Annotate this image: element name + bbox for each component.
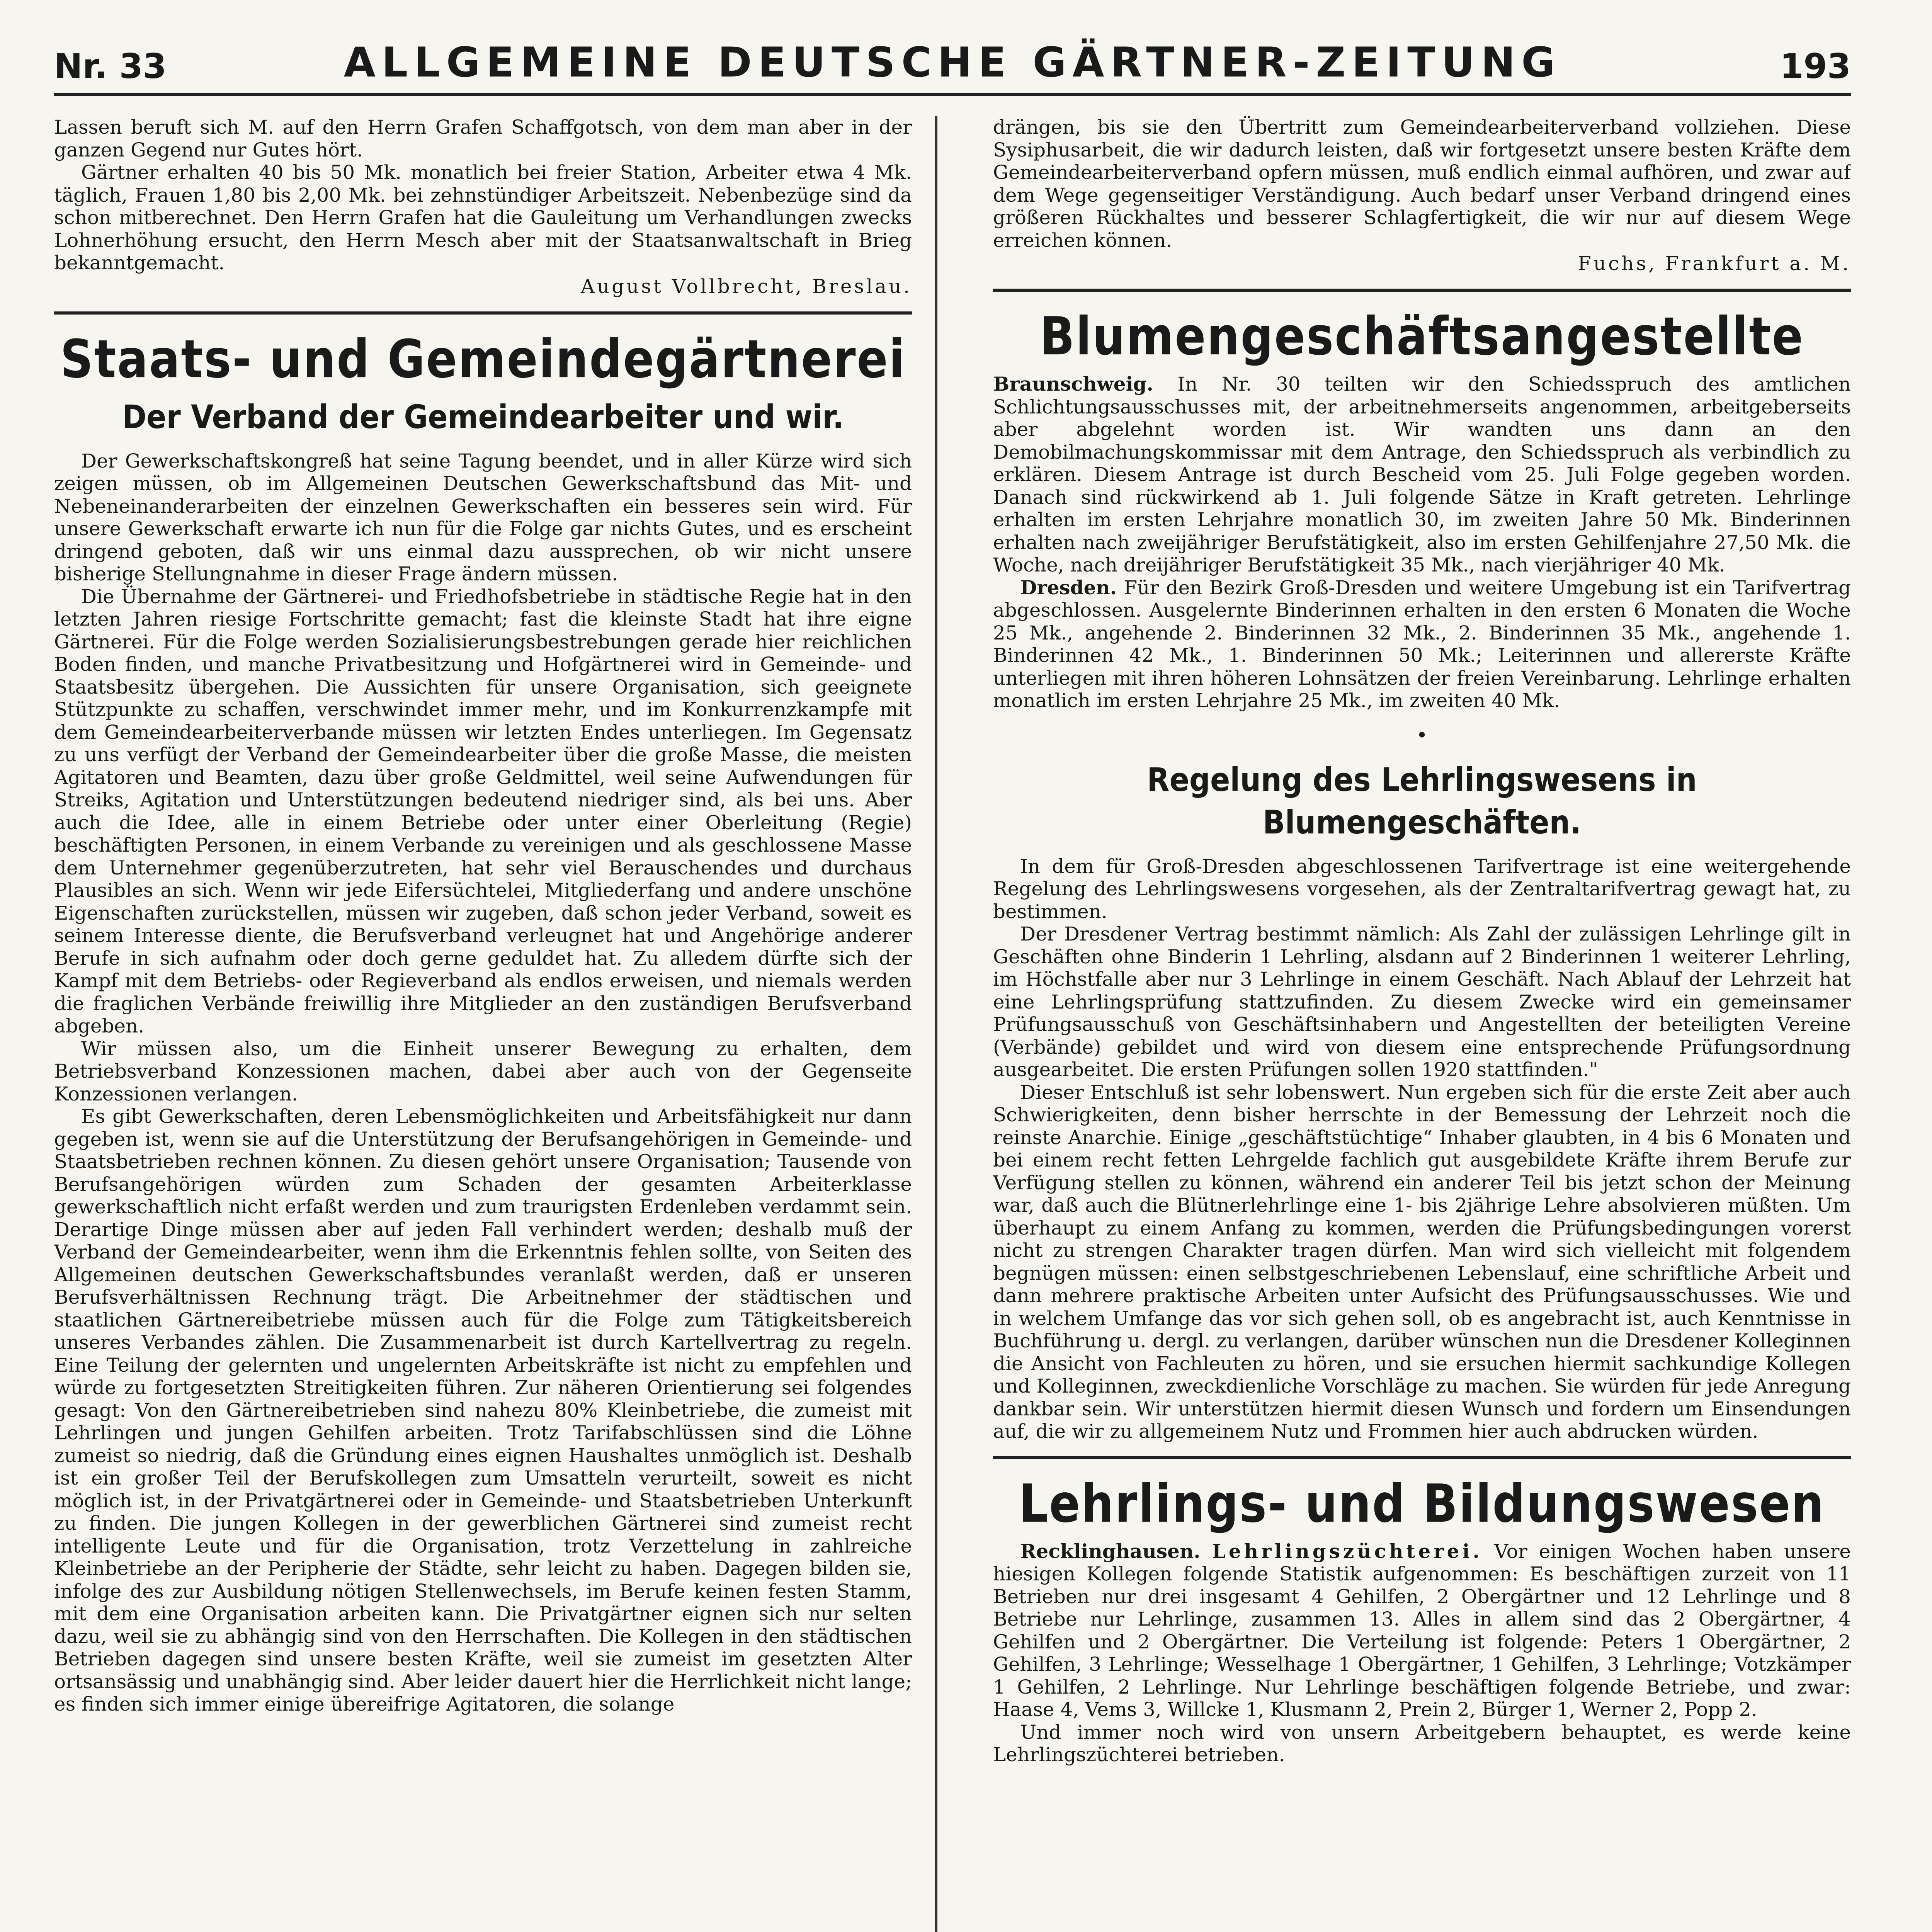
separator-dot: • xyxy=(1416,724,1428,747)
braunschweig-lead: Braunschweig. xyxy=(993,372,1153,395)
newspaper-title: ALLGEMEINE DEUTSCHE GÄRTNER-ZEITUNG xyxy=(344,39,1561,86)
lehrlingswesen-paragraph-1: In dem für Groß-Dresden abgeschlossenen Tarifvertrage ist eine weitergehende Regelung des Lehrlingswesens vorgesehen, als der Zentraltarifvertrag gewagt hat, zu bestimmen. xyxy=(993,855,1851,923)
section-title-staats-gemeindegaertnerei: Staats- und Gemeindegärtnerei xyxy=(60,328,906,389)
dresden-lead: Dresden. xyxy=(1020,576,1117,599)
divider xyxy=(993,289,1851,292)
braunschweig-paragraph xyxy=(993,373,1851,577)
section-title-blumengeschaeftsangestellte: Blumengeschäftsangestellte xyxy=(1040,305,1804,367)
recklinghausen-lead: Recklinghausen. xyxy=(1020,1539,1201,1563)
column-divider xyxy=(935,116,937,1932)
continued-paragraph: drängen, bis sie den Übertritt zum Gemeindearbeiterverband vollziehen. Diese Sysiphusarbeit, die wir dadurch leisten, daß wir fortgesetzt unsere besten Kräfte dem Gemeindearbeiterverband opfern müssen, muß endlich einmal aufhören, und zwar auf dem Wege gegenseitiger Verständigung. Auch bedarf unser Verband dringend eines größeren Rückhaltes und besserer Schlagfertigkeit, die wir nur auf diesem Wege erreichen können. xyxy=(993,116,1851,252)
intro-signature: August Vollbrecht, Breslau. xyxy=(580,275,912,298)
article-paragraph-2: Die Übernahme der Gärtnerei- und Friedhofsbetriebe in städtische Regie hat in den letzten Jahren riesige Fortschritte gemacht; fast die kleinste Stadt hat ihre eigne Gärtnerei. Für die Folge werden Sozialisierungsbestrebungen gerade hier reichlichen Boden finden, und manche Privatbesitzung und Hofgärtnerei wird in Gemeinde- und Staatsbesitz übergehen. Die Aussichten für unsere Organisation, sich geeignete Stützpunkte zu schaffen, verschwindet immer mehr, und im Konkurrenzkampfe mit dem Gemeindearbeiterverbande müssen wir letzten Endes unterliegen. Im Gegensatz zu uns verfügt der Verband der Gemeindearbeiter über die große Masse, die meisten Agitatoren und Beamten, dazu über große Geldmittel, weil seine Aufwendungen für Streiks, Agitation und Unterstützungen bedeutend niedriger sind, als bei uns. Aber auch die Idee, alle in einem Betriebe oder unter einer Oberleitung (Regie) beschäftigten Personen, in einem Verbande zu vereinigen und als geschlossene Masse dem Unternehmer gegenüberzutreten, hat sehr viel Berauschendes und durchaus Plausibles an sich. Wenn wir jede Eifersüchtelei, Mitgliederfang und andere unschöne Eigenschaften zurückstellen, müssen wir zugeben, daß schon jeder Verband, soweit es seinem Interesse diente, die Berufsverband verleugnet hat und Angehörige anderer Berufe in sich aufnahm oder doch gerne geduldet hat. Zu alledem dürfte sich der Kampf mit dem Betriebs- oder Regieverband als endlos erweisen, und niemals werden die fraglichen Verbände freiwillig ihre Mitglieder an den zuständigen Berufsverband abgeben. xyxy=(54,585,912,1037)
divider xyxy=(54,311,912,315)
article-paragraph-1: Der Gewerkschaftskongreß hat seine Tagung beendet, und in aller Kürze wird sich zeigen müssen, ob im Allgemeinen Deutschen Gewerkschaftsbund das Mit- und Nebeneinanderarbeiten der einzelnen Gewerkschaften ein besseres sein wird. Für unsere Gewerkschaft erwarte ich nun für die Folge gar nichts Gutes, und es erscheint dringend geboten, daß wir uns einmal dazu aussprechen, ob wir nicht unsere bisherige Stellungnahme in dieser Frage ändern müssen. xyxy=(54,449,912,585)
divider xyxy=(993,1456,1851,1459)
article-title-verband-gemeindearbeiter: Der Verband der Gemeindearbeiter und wir. xyxy=(122,398,844,436)
page-number: 193 xyxy=(1780,46,1851,86)
dresden-text: Für den Bezirk Groß-Dresden und weitere Umgebung ist ein Tarifvertrag abgeschlossen. Ausgelernte Binderinnen erhalten in den ersten 6 Monaten die Woche 25 Mk., angehende 2. Binderinnen 32 Mk., 2. Binderinnen 35 Mk., angehende 1. Binderinnen 42 Mk., 1. Binderinnen 50 Mk.; Leiterinnen und allererste Kräfte unterliegen mit ihren höheren Lohnsätzen der freien Vereinbarung. Lehrlinge erhalten monatlich im ersten Lehrjahre 25 Mk., im zweiten 40 Mk. xyxy=(993,576,1851,712)
lehrlingswesen-paragraph-2: Der Dresdener Vertrag bestimmt nämlich: Als Zahl der zulässigen Lehrlinge gilt in Geschäften ohne Binderin 1 Lehrling, alsdann auf 2 Binderinnen 1 weiterer Lehrling, im Höchstfalle aber nur 3 Lehrlinge in einem Geschäft. Nach Ablauf der Lehrzeit hat eine Lehrlingsprüfung stattzufinden. Zu diesem Zwecke wird ein gemeinsamer Prüfungsausschuß von Geschäftsinhabern und Angestellten der beteiligten Vereine (Verbände) gebildet und wird von diesem eine entsprechende Prüfungsordnung ausgearbeitet. Die ersten Prüfungen sollen 1920 stattfinden." xyxy=(993,923,1851,1081)
intro-paragraph-1: Lassen beruft sich M. auf den Herrn Grafen Schaffgotsch, von dem man aber in der ganzen Gegend nur Gutes hört. xyxy=(54,116,912,161)
article-paragraph-3: Wir müssen also, um die Einheit unserer Bewegung zu erhalten, dem Betriebsverband Konzessionen machen, dabei aber auch von der Gegenseite Konzessionen verlangen. xyxy=(54,1037,912,1105)
braunschweig-text: In Nr. 30 teilten wir den Schiedsspruch des amtlichen Schlichtungsausschusses mit, der arbeitnehmerseits angenommen, arbeitgeberseits aber abgelehnt worden ist. Wir wandten uns dann an den Demobilmachungskommissar mit dem Antrage, den Schiedsspruch als verbindlich zu erklären. Diesem Antrage ist durch Bescheid vom 25. Juli Folge gegeben worden. Danach sind rückwirkend ab 1. Juli folgende Sätze in Kraft getreten. Lehrlinge erhalten im ersten Lehrjahre monatlich 30, im zweiten Jahre 50 Mk. Binderinnen erhalten nach zweijähriger Berufstätigkeit, also im ersten Gehilfenjahre 27,50 Mk. die Woche, nach dreijähriger Berufstätigkeit 35 Mk., nach vierjähriger 40 Mk. xyxy=(993,373,1851,576)
article-title-lehrlingswesen: Regelung des Lehrlingswesens in Blumengeschäften. xyxy=(1147,760,1697,841)
recklinghausen-paragraph xyxy=(993,1540,1851,1721)
continued-signature: Fuchs, Frankfurt a. M. xyxy=(1578,252,1851,275)
issue-number: Nr. 33 xyxy=(54,46,167,86)
recklinghausen-heading: Lehrlingszüchterei. xyxy=(1212,1539,1483,1563)
article-paragraph-4: Es gibt Gewerkschaften, deren Lebensmöglichkeiten und Arbeitsfähigkeit nur dann gegeben ist, wenn sie auf die Unterstützung der Berufsangehörigen in Gemeinde- und Staatsbetrieben rechnen können. Zu diesen gehört unsere Organisation; Tausende von Berufsangehörigen würden zum Schaden der gesamten Arbeiterklasse gewerkschaftlich nicht erfaßt werden und zum traurigsten Erdenleben verdammt sein. Derartige Dinge müssen aber auf jeden Fall verhindert werden; deshalb muß der Verband der Gemeindearbeiter, wenn ihm die Erkenntnis fehlen sollte, von Seiten des Allgemeinen deutschen Gewerkschaftsbundes veranlaßt werden, daß er unseren Berufsverhältnissen Rechnung trägt. Die Arbeitnehmer der städtischen und staatlichen Gärtnereibetriebe müssen auch für die Folge zum Tätigkeitsbereich unseres Verbandes zählen. Die Zusammenarbeit ist durch Kartellvertrag zu regeln. Eine Teilung der gelernten und ungelernten Arbeitskräfte ist nicht zu empfehlen und würde zu fortgesetzten Streitigkeiten führen. Zur näheren Orientierung sei folgendes gesagt: Von den Gärtnereibetrieben sind nahezu 80% Kleinbetriebe, die zumeist mit Lehrlingen und jungen Gehilfen arbeiten. Trotz Tarifabschlüssen sind die Löhne zumeist so niedrig, daß die Gründung eines eignen Haushaltes unmöglich ist. Deshalb ist ein großer Teil der Berufskollegen zum Umsatteln verurteilt, soweit es nicht möglich ist, in der Privatgärtnerei oder in Gemeinde- und Staatsbetrieben Unterkunft zu finden. Die jungen Kollegen in der gewerblichen Gärtnerei sind zumeist recht intelligente Leute und für die Organisation, trotz Verzettelung in zahlreiche Kleinbetriebe an der Peripherie der Städte, sehr leicht zu haben. Dagegen bilden sie, infolge des zur Ausbildung nötigen Stellenwechsels, im Berufe keinen festen Stamm, mit dem eine Organisation arbeiten kann. Die Privatgärtner eignen sich nur selten dazu, weil sie zu abhängig sind von den Herrschaften. Die Kollegen in den städtischen Betrieben dagegen sind unsere besten Kräfte, weil sie zumeist im gesetzten Alter ortsansässig und unabhängig sind. Aber leider dauert hier die Herrlichkeit nicht lange; es finden sich immer einige übereifrige Agitatoren, die solange xyxy=(54,1105,912,1715)
intro-paragraph-2: Gärtner erhalten 40 bis 50 Mk. monatlich bei freier Station, Arbeiter etwa 4 Mk. täglich, Frauen 1,80 bis 2,00 Mk. bei zehnstündiger Arbeitszeit. Nebenbezüge sind da schon mitberechnet. Den Herrn Grafen hat die Gauleitung um Verhandlungen zwecks Lohnerhöhung ersucht, den Herrn Mesch aber mit der Staatsanwaltschaft in Brieg bekanntgemacht. xyxy=(54,161,912,274)
right-column xyxy=(993,116,1851,1932)
page-header xyxy=(54,35,1851,96)
recklinghausen-closing: Und immer noch wird von unsern Arbeitgebern behauptet, es werde keine Lehrlingszüchterei betrieben. xyxy=(993,1721,1851,1766)
recklinghausen-text: Vor einigen Wochen haben unsere hiesigen Kollegen folgende Statistik aufgenommen: Es beschäftigen zurzeit von 11 Betrieben nur drei insgesamt 4 Gehilfen, 2 Obergärtner und 12 Lehrlinge und 8 Betriebe nur Lehrlinge, zusammen 13. Alles in allem sind das 2 Obergärtner, 4 Gehilfen und 2 Obergärtner. Die Verteilung ist folgende: Peters 1 Obergärtner, 2 Gehilfen, 3 Lehrlinge; Wesselhage 1 Obergärtner, 1 Gehilfen, 3 Lehrlinge; Votzkämper 1 Gehilfen, 2 Lehrlinge. Nur Lehrlinge beschäftigen folgende Betriebe, und zwar: Haase 4, Vems 3, Willcke 1, Klusmann 2, Prein 2, Bürger 1, Werner 2, Popp 2. xyxy=(993,1540,1851,1721)
section-title-lehrlings-bildungswesen: Lehrlings- und Bildungswesen xyxy=(1019,1473,1825,1534)
left-column xyxy=(54,116,912,1932)
lehrlingswesen-paragraph-3: Dieser Entschluß ist sehr lobenswert. Nun ergeben sich für die erste Zeit aber auch Schwierigkeiten, denn bisher herrschte in der Bemessung der Lehrzeit noch die reinste Anarchie. Einige „geschäftstüchtige“ Inhaber glaubten, in 4 bis 6 Monaten und bei einem recht fetten Lehrgelde fachlich gut ausgebildete Kräfte ihrem Berufe zur Verfügung stellen zu können, während ein anderer Teil bis jetzt schon der Meinung war, daß auch die Blütnerlehrlinge eine 1- bis 2jährige Lehre absolvieren müßten. Um überhaupt zu einem Anfang zu kommen, werden die Prüfungsbedingungen vorerst nicht zu strengen Charakter tragen dürfen. Man wird sich vielleicht mit folgendem begnügen müssen: einen selbstgeschriebenen Lebenslauf, eine schriftliche Arbeit und dann mehrere praktische Arbeiten unter Aufsicht des Prüfungsausschusses. Wie und in welchem Umfange das vor sich gehen soll, ob es angebracht ist, auch Kenntnisse in Buchführung u. dergl. zu verlangen, darüber wünschen nun die Dresdener Kolleginnen die Ansicht von Fachleuten zu hören, und sie ersuchen hiermit sachkundige Kollegen und Kolleginnen, zweckdienliche Vorschläge zu machen. Sie würden für jede Anregung dankbar sein. Wir unterstützen hiermit diesen Wunsch und fordern um Einsendungen auf, die wir zu allgemeinem Nutz und Frommen hier auch abdrucken würden. xyxy=(993,1081,1851,1442)
dresden-paragraph xyxy=(993,577,1851,712)
